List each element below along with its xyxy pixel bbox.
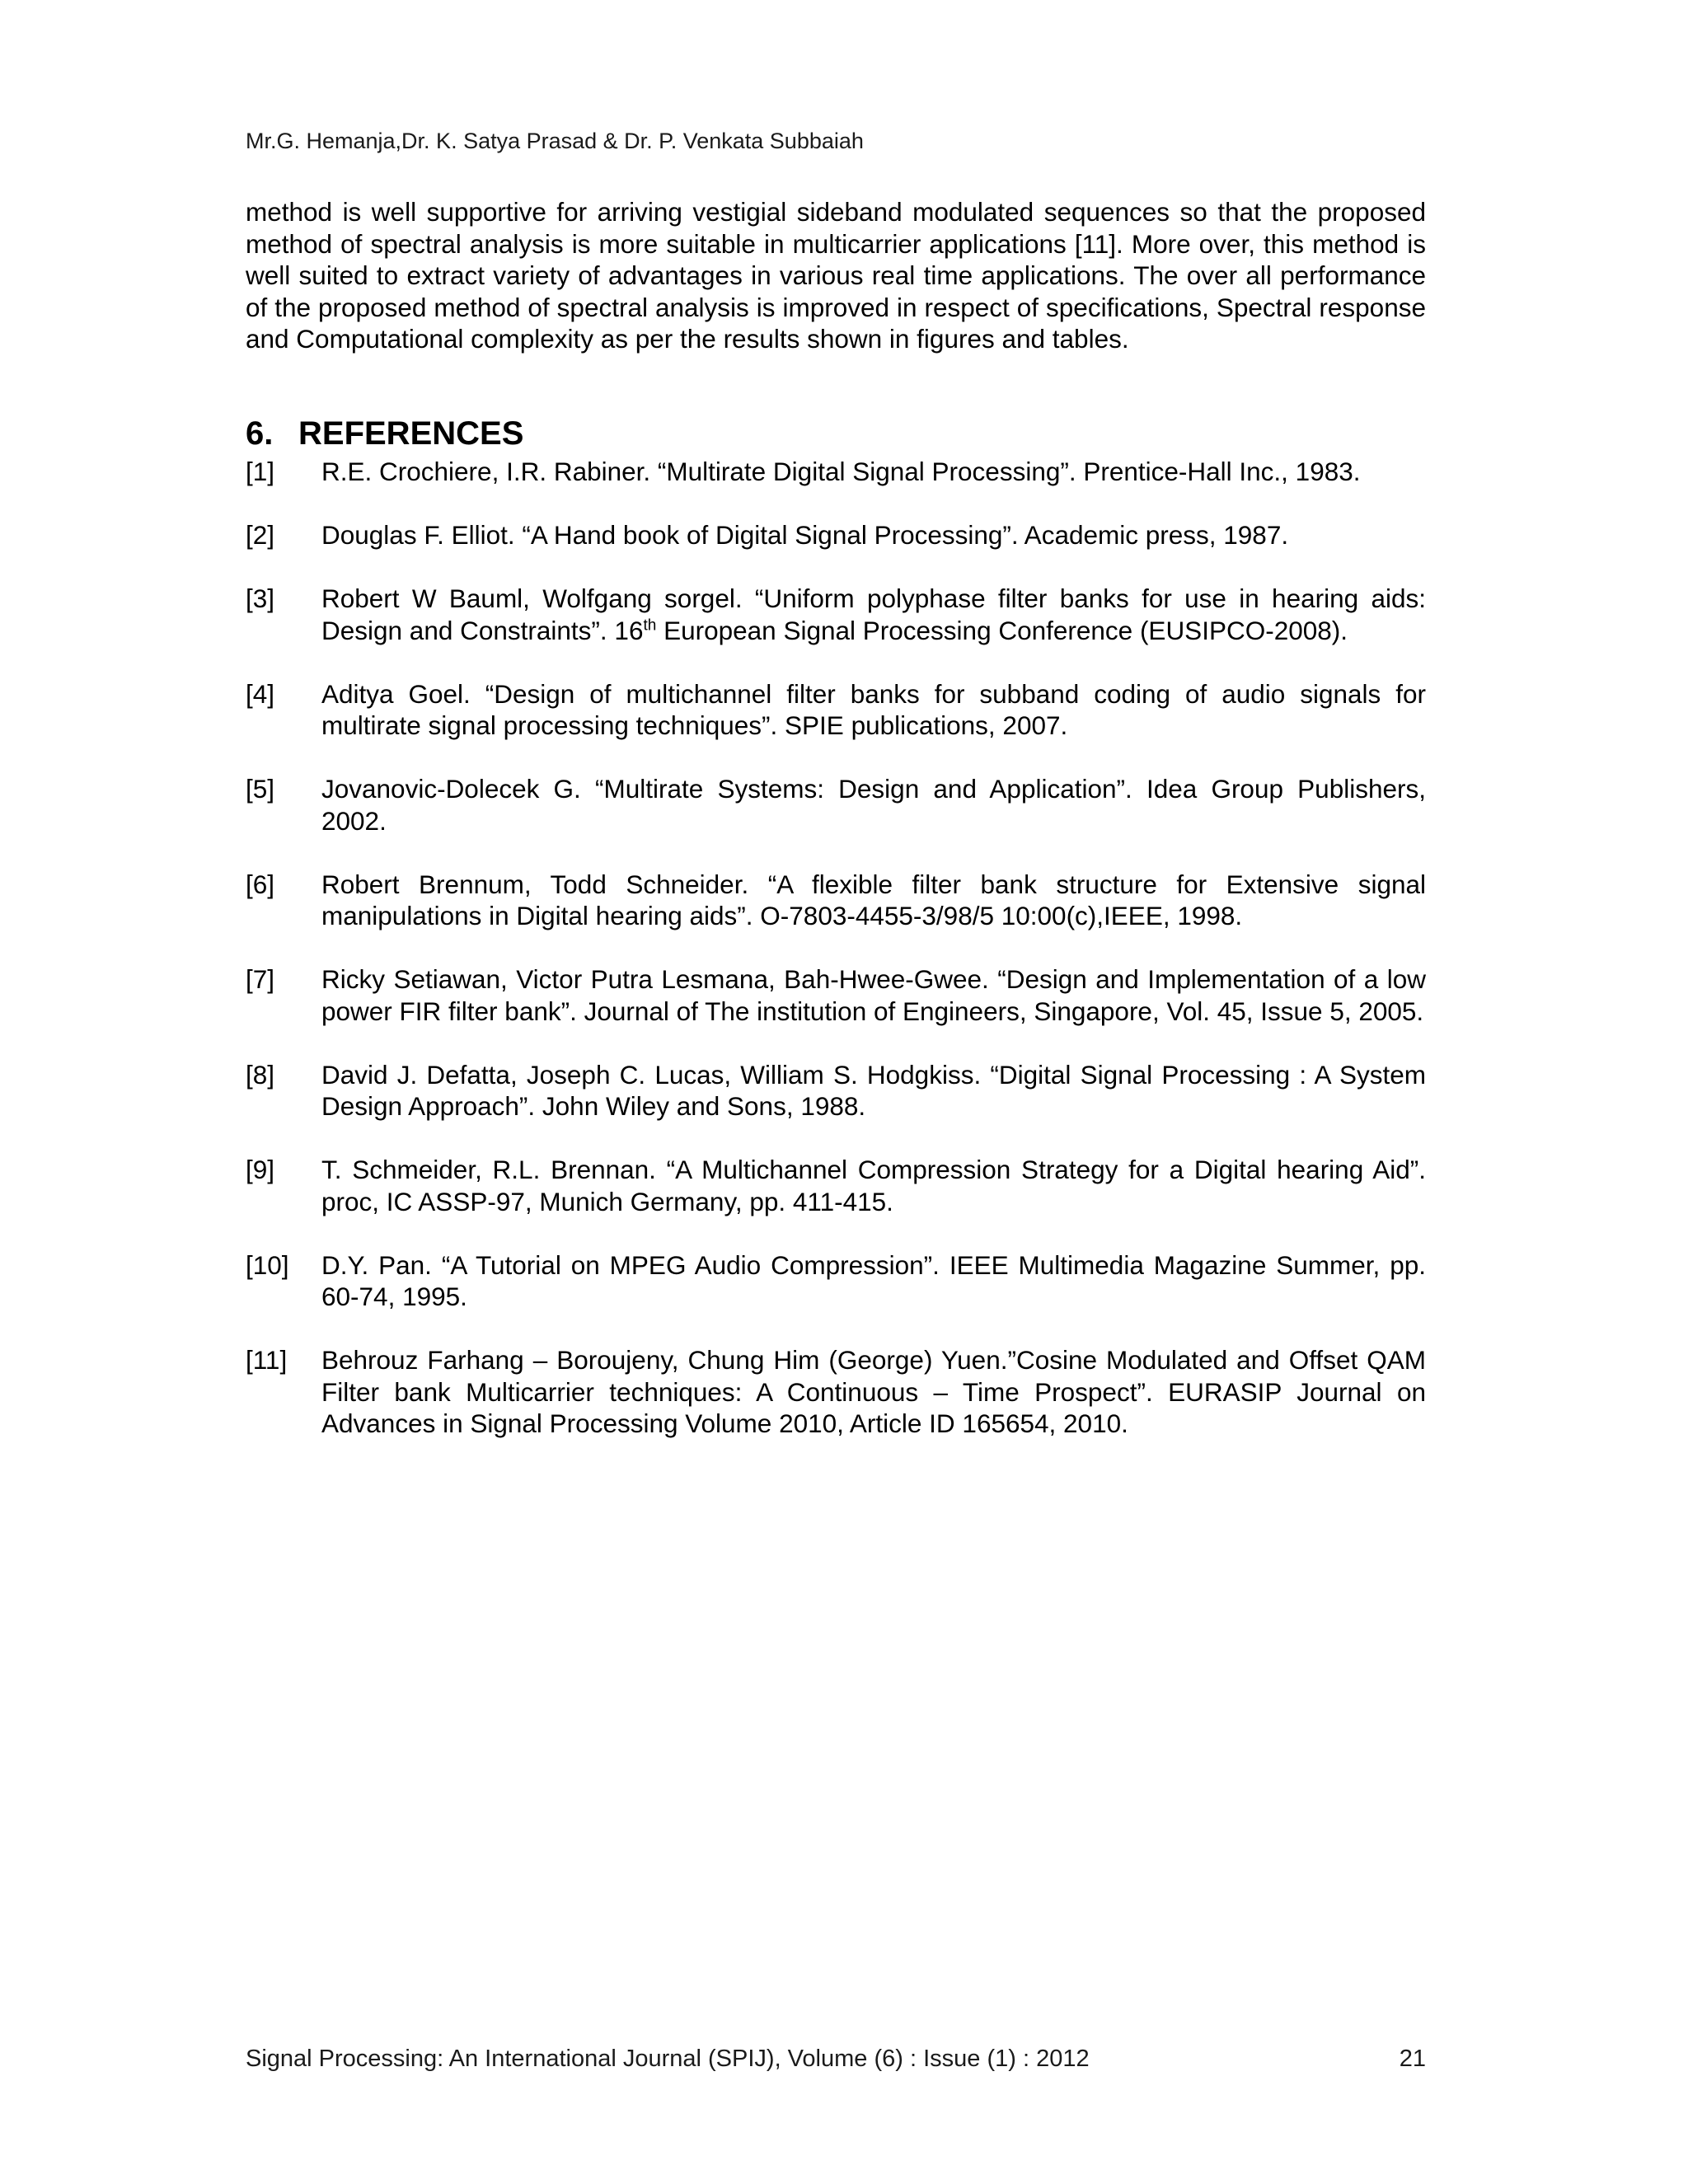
reference-text: Ricky Setiawan, Victor Putra Lesmana, Bah-Hwee-Gwee. “Design and Implementation of a low power FIR filter bank”. Journal of The institution of Engineers, Singapore, Vol. 45, Issue 5, 2005. (321, 964, 1426, 1026)
section-number: 6. (246, 415, 274, 452)
reference-item (246, 963, 1426, 1027)
reference-text: Jovanovic-Dolecek G. “Multirate Systems: Design and Application”. Idea Group Publishers, 2002. (321, 774, 1426, 836)
reference-item (246, 1249, 1426, 1313)
reference-list (246, 456, 1426, 1471)
reference-item (246, 773, 1426, 837)
reference-number: [1] (246, 457, 275, 486)
page-number: 21 (1399, 2046, 1426, 2072)
body-paragraph: method is well supportive for arriving vestigial sideband modulated sequences so that the proposed method of spectral analysis is more suitable in multicarrier applications [11]. More over, this method is well suited to extract variety of advantages in various real time applications. The over all performance of the proposed method of spectral analysis is improved in respect of specifications, Spectral response and Computational complexity as per the results shown in figures and tables. (246, 197, 1426, 354)
reference-item (246, 678, 1426, 742)
reference-item (246, 456, 1426, 488)
reference-text: R.E. Crochiere, I.R. Rabiner. “Multirate Digital Signal Processing”. Prentice-Hall Inc., 1983. (321, 457, 1361, 486)
ordinal-superscript: th (643, 616, 657, 634)
reference-number: [3] (246, 583, 275, 613)
reference-number: [11] (246, 1345, 288, 1375)
reference-text (321, 583, 1426, 645)
section-title-text: REFERENCES (298, 415, 524, 452)
reference-item (246, 519, 1426, 551)
reference-number: [9] (246, 1155, 275, 1184)
reference-text-part: Robert W Bauml, Wolfgang sorgel. “Uniform polyphase filter banks for use in hearing aids: Design and Constraints”. 16 (321, 583, 1426, 645)
reference-text: D.Y. Pan. “A Tutorial on MPEG Audio Compression”. IEEE Multimedia Magazine Summer, pp. 60-74, 1995. (321, 1249, 1426, 1311)
reference-number: [6] (246, 869, 275, 899)
reference-text: Douglas F. Elliot. “A Hand book of Digital Signal Processing”. Academic press, 1987. (321, 520, 1289, 550)
reference-number: [10] (246, 1249, 289, 1280)
reference-item (246, 583, 1426, 646)
reference-item (246, 869, 1426, 932)
reference-number: [2] (246, 520, 275, 550)
reference-number: [7] (246, 964, 275, 994)
footer-journal-citation: Signal Processing: An International Journal (SPIJ), Volume (6) : Issue (1) : 2012 (246, 2046, 1090, 2072)
reference-text: David J. Defatta, Joseph C. Lucas, William S. Hodgkiss. “Digital Signal Processing : A System Design Approach”. John Wiley and Sons, 1988. (321, 1059, 1426, 1121)
reference-text-part: European Signal Processing Conference (EUSIPCO-2008). (656, 615, 1348, 645)
reference-text: Aditya Goel. “Design of multichannel filter banks for subband coding of audio signals for multirate signal processing techniques”. SPIE publications, 2007. (321, 678, 1426, 740)
running-head-authors: Mr.G. Hemanja,Dr. K. Satya Prasad & Dr. P. Venkata Subbaiah (246, 129, 864, 153)
reference-item (246, 1059, 1426, 1122)
reference-item (246, 1344, 1426, 1440)
section-heading (246, 414, 523, 453)
reference-number: [5] (246, 774, 275, 804)
reference-number: [8] (246, 1059, 275, 1090)
reference-text: Robert Brennum, Todd Schneider. “A flexible filter bank structure for Extensive signal manipulations in Digital hearing aids”. O-7803-4455-3/98/5 10:00(c),IEEE, 1998. (321, 869, 1426, 930)
reference-number: [4] (246, 678, 275, 709)
reference-item (246, 1154, 1426, 1217)
reference-text: Behrouz Farhang – Boroujeny, Chung Him (George) Yuen.”Cosine Modulated and Offset QAM Filter bank Multicarrier techniques: A Continuous – Time Prospect”. EURASIP Journal on Advances in Signal Processing Volume 2010, Article ID 165654, 2010. (321, 1345, 1426, 1438)
reference-text: T. Schmeider, R.L. Brennan. “A Multichannel Compression Strategy for a Digital hearing Aid”. proc, IC ASSP-97, Munich Germany, pp. 411-415. (321, 1155, 1426, 1216)
